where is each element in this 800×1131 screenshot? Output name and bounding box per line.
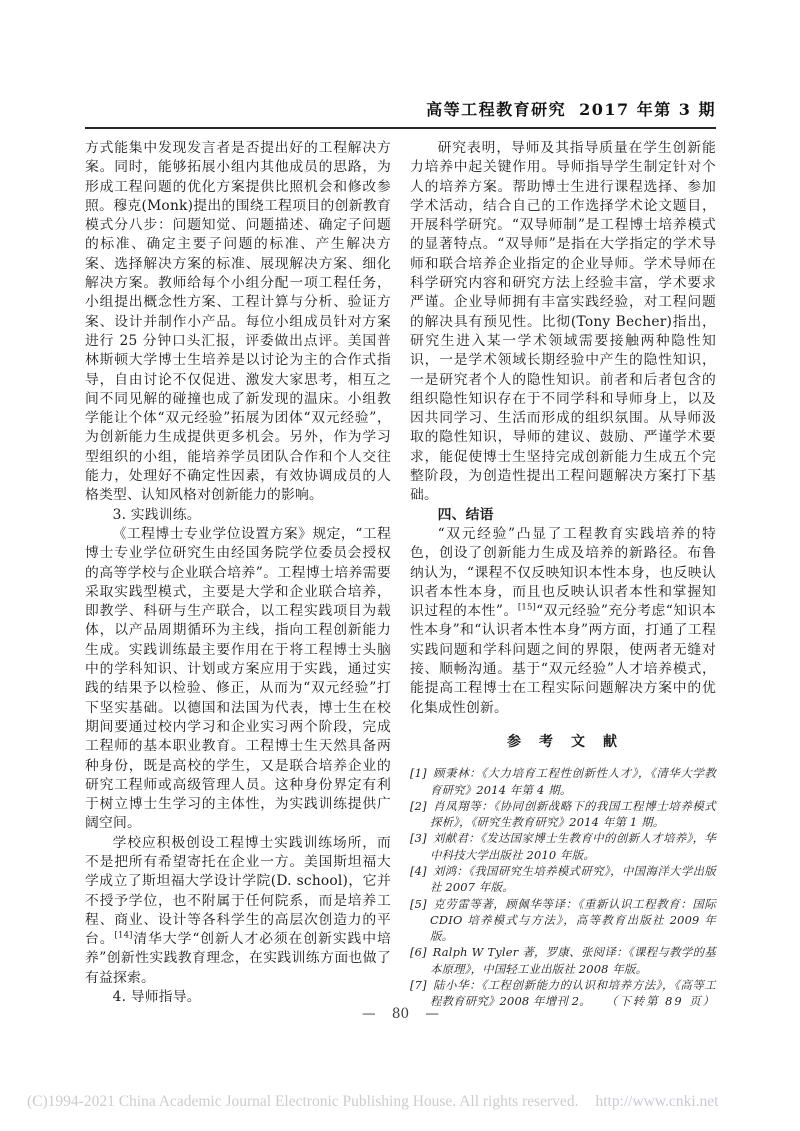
subheading-practice-training: 3. 实践训练。: [112, 506, 201, 523]
reference-item: [410, 896, 716, 945]
reference-number: [2]: [410, 798, 427, 813]
reference-number: [6]: [410, 945, 427, 960]
reference-item: [410, 863, 716, 896]
journal-title: 高等工程教育研究: [426, 100, 567, 119]
reference-text: 克劳雷等著，顾佩华等译：《重新认识工程教育：国际 CDIO 培养模式与方法》，高等教育出版社 2009 年版。: [430, 896, 716, 944]
reference-number: [7]: [410, 978, 427, 993]
paragraph-mentor: 研究表明，导师及其指导质量在学生创新能力培养中起关键作用。导师指导学生制定针对个人的培养方案。帮助博士生进行课程选择、参加学术活动，结合自己的工作选择学术论文题目，开展科学研究。“双导师制”是工程博士培养模式的显著特点。“双导师”是指在大学指定的学术导师和联合培养企业指定的企业导师。学术导师在科学研究内容和研究方法上经验丰富，学术要求严谨。企业导师拥有丰富实践经验，对工程问题的解决具有预见性。比彻(Tony Becher)指出，研究生进入某一学术领域需要接触两种隐性知识，一是学术领域长期经验中产生的隐性知识，一是研究者个人的隐性知识。前者和后者包含的组织隐性知识存在于不同学科和导师身上，以及因共同学习、生活而形成的组织氛围。从导师汲取的隐性知识，导师的建议、鼓励、严谨学术要求，能促使博士生坚持完成创新能力生成五个完整阶段，为创造性提出工程问题解决方案打下基础。: [410, 140, 716, 504]
reference-text: 陆小华：《工程创新能力的认识和培养方法》，《高等工程教育研究》2008 年增刊 2。: [430, 978, 716, 1009]
page-content: [85, 0, 716, 1010]
reference-item: [410, 944, 716, 977]
cnki-copyright-footer: [27, 1093, 718, 1111]
paragraph-practice: 《工程博士专业学位设置方案》规定，“工程博士专业学位研究生由经国务院学位委员会授权的高等学校与企业联合培养”。工程博士培养需要采取实践型模式，主要是大学和企业联合培养，即教学、科研与生产联合，以工程实践项目为载体，以产品周期循环为主线，指向工程创新能力生成。实践训练最主要作用在于将工程博士头脑中的学科知识、计划或方案应用于实践，通过实践的结果予以检验、修正，从而为“双元经验”打下坚实基础。以德国和法国为代表，博士生在校期间要通过校内学习和企业实习两个阶段，完成工程师的基本职业教育。工程博士生天然具备两种身份，既是高校的学生，又是联合培养企业的研究工程师或高级管理人员。这种身份界定有利于树立博士生学习的主体性，为实践训练提供广阔空间。: [85, 525, 391, 832]
reference-item: [410, 798, 716, 831]
reference-text: 刘献君：《发达国家博士生教育中的创新人才培养》，华中科技大学出版社 2010 年版。: [430, 831, 716, 862]
reference-text: 顾秉林：《大力培育工程性创新性人才》，《清华大学教育研究》2014 年第 4 期。: [430, 766, 716, 797]
reference-number: [1]: [410, 766, 427, 781]
citation-marker-15: [15]: [517, 602, 537, 613]
journal-header: [85, 0, 716, 120]
cnki-url: http://www.cnki.net: [595, 1093, 719, 1110]
continued-on-page-note: （下转第 89 页）: [605, 994, 716, 1009]
reference-text: Ralph W Tyler 著，罗康、张阅译：《课程与教学的基本原理》，中国轻工业出版社 2008 年版。: [430, 945, 716, 976]
paragraph-text: 学校应积极创设工程博士实践训练场所，而不是把所有希望寄托在企业一方。美国斯坦福大学成立了斯坦福大学设计学院(D. school)，它并不授予学位，也不附属于任何院系，而是培养工程、商业、设计等各科学生的高层次创造力的平台。: [85, 834, 391, 948]
two-column-body: [85, 139, 716, 1010]
copyright-text: (C)1994-2021 China Academic Journal Electronic Publishing House. All rights reserved.: [27, 1093, 579, 1110]
page-number: — 80 —: [362, 1006, 439, 1022]
subheading-mentor-guidance: 4. 导师指导。: [112, 989, 201, 1006]
right-column: [410, 139, 716, 1010]
citation-marker-14: [14]: [114, 930, 133, 941]
reference-number: [4]: [410, 863, 427, 878]
references-list: [410, 765, 716, 1009]
paragraph-text: “双元经验”凸显了工程教育实践培养的特色，创设了创新能力生成及培养的新路径。布鲁纳认为，“课程不仅反映知识本性本身，也反映认识者本性本身，而且也反映认识者本性和掌握知识过程的本性”。: [410, 525, 716, 620]
reference-item: [410, 765, 716, 798]
references-heading: 参 考 文 献: [507, 733, 619, 750]
paragraph-stanford: [85, 834, 391, 988]
left-column: [85, 139, 391, 1010]
reference-text: 肖凤翔等：《协同创新战略下的我国工程博士培养模式探析》，《研究生教育研究》2014 年第 1 期。: [430, 798, 716, 830]
reference-item: [410, 977, 716, 1010]
reference-item: [410, 830, 716, 863]
header-rule: [85, 127, 716, 129]
reference-number: [5]: [410, 896, 427, 911]
section-heading-conclusion: 四、结语: [437, 506, 494, 523]
paragraph-continuation: 方式能集中发现发言者是否提出好的工程解决方案。同时，能够拓展小组内其他成员的思路，为形成工程问题的优化方案提供比照机会和修改参照。穆克(Monk)提出的围绕工程项目的创新教育模式分八步：问题知觉、问题描述、确定子问题的标准、确定主要子问题的标准、产生解决方案、选择解决方案的标准、展现解决方案、细化解决方案。教师给每个小组分配一项工程任务，小组提出概念性方案、工程计算与分析、验证方案、设计并制作小产品。每位小组成员针对方案进行 25 分钟口头汇报，评委做出点评。美国普林斯顿大学博士生培养是以讨论为主的合作式指导，自由讨论不仅促进、激发大家思考，相互之间不同见解的碰撞也成了新发现的温床。小组教学能让个体“双元经验”拓展为团体“双元经验”，为创新能力生成提供更多机会。另外，作为学习型组织的小组，能培养学员团队合作和个人交往能力，处理好不确定性因素，有效协调成员的人格类型、认知风格对创新能力的影响。: [85, 140, 391, 504]
paragraph-text: 清华大学“创新人才必须在创新实践中培养”创新性实践教育理念，在实践训练方面也做了有益探索。: [85, 931, 391, 986]
reference-text: 刘鸿：《我国研究生培养模式研究》，中国海洋大学出版社 2007 年版。: [430, 863, 716, 895]
paragraph-conclusion: [410, 525, 716, 718]
paragraph-text: “双元经验”充分考虑“知识本性本身”和“认识者本性本身”两方面，打通了工程实践问题和学科问题之间的界限，使两者无缝对接、顺畅沟通。基于“双元经验”人才培养模式，能提高工程博士在工程实际问题解决方案中的优化集成性创新。: [410, 603, 717, 716]
reference-number: [3]: [410, 831, 427, 846]
journal-issue: 2017 年第 3 期: [579, 100, 716, 119]
